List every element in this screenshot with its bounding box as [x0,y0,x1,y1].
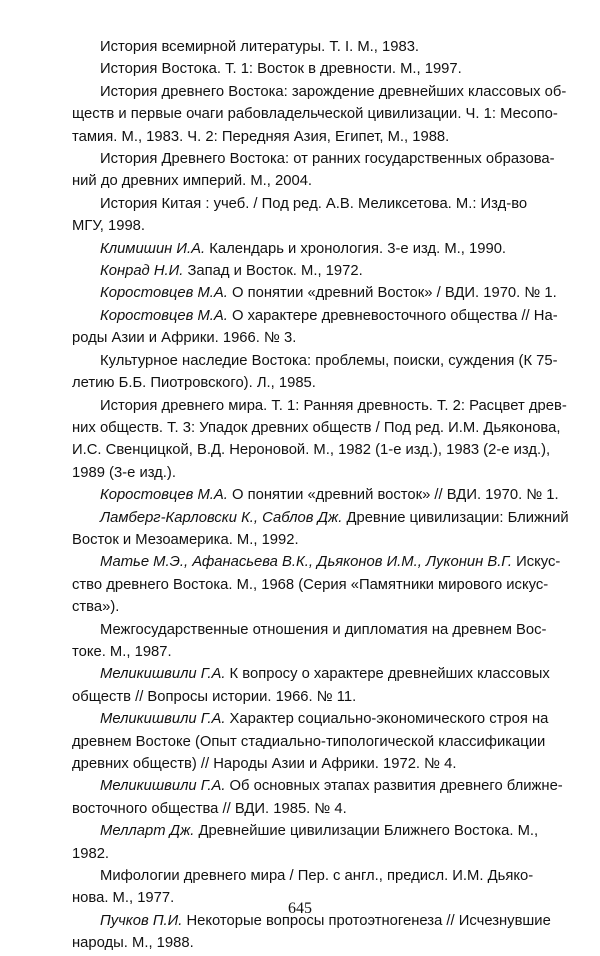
entry-author: Ламберг-Карловски К., Саблов Дж. [100,509,343,526]
entry-line [72,260,568,282]
bibliography-entry [72,81,568,148]
entry-line [72,641,568,663]
entry-line [72,305,568,327]
entry-line [72,619,568,641]
bibliography-entry [72,58,568,80]
entry-line [72,551,568,573]
entry-author: Меликишвили Г.А. [100,711,226,728]
entry-text: восточного общества // ВДИ. 1985. № 4. [72,800,347,817]
entry-line [72,529,568,551]
bibliography-entry [72,305,568,350]
entry-text: И.С. Свенцицкой, В.Д. Нероновой. М., 1982 (1-е изд.), 1983 (2-е изд.), [72,442,551,459]
entry-author: Меликишвили Г.А. [100,778,226,795]
entry-text: Восток и Мезоамерика. М., 1992. [72,531,299,548]
entry-line [72,36,568,58]
entry-text: ний до древних империй. М., 2004. [72,173,313,190]
bibliography-entry [72,238,568,260]
entry-line [72,238,568,260]
entry-line [72,775,568,797]
entry-line [72,663,568,685]
bibliography-entry [72,36,568,58]
entry-text: ства»). [72,599,120,616]
entry-text: Древние цивилизации: Ближний [342,509,569,526]
entry-text: Запад и Восток. М., 1972. [183,263,363,280]
entry-text: Культурное наследие Востока: проблемы, поиски, суждения (К 75- [100,352,558,369]
entry-author: Коростовцев М.А. [100,285,228,302]
bibliography-entry [72,395,568,485]
entry-text: История древнего мира. Т. 1: Ранняя древность. Т. 2: Расцвет древ- [100,397,567,414]
entry-text: История Древнего Востока: от ранних государственных образова- [100,151,555,168]
entry-line [72,843,568,865]
entry-text: Мифологии древнего мира / Пер. с англ., предисл. И.М. Дьяко- [100,868,534,885]
entry-text: Межгосударственные отношения и дипломатия на древнем Вос- [100,621,547,638]
entry-line [72,395,568,417]
entry-line [72,81,568,103]
bibliography-entry [72,663,568,708]
entry-line [72,932,568,954]
entry-text: древнем Востоке (Опыт стадиально-типологической классификации [72,733,546,750]
entry-text: История Китая : учеб. / Под ред. А.В. Меликсетова. М.: Изд-во [100,195,528,212]
entry-text: токе. М., 1987. [72,643,172,660]
entry-text: История древнего Востока: зарождение древнейших классовых об- [100,83,567,100]
entry-text: 1982. [72,845,110,862]
entry-text: обществ // Вопросы истории. 1966. № 11. [72,688,357,705]
entry-author: Мелларт Дж. [100,823,195,840]
entry-line [72,148,568,170]
entry-text: летию Б.Б. Пиотровского). Л., 1985. [72,375,316,392]
bibliography-entry [72,350,568,395]
entry-line [72,170,568,192]
entry-line [72,507,568,529]
entry-text: Характер социально-экономического строя на [225,711,549,728]
bibliography-entry [72,775,568,820]
entry-text: Древнейшие цивилизации Ближнего Востока. М., [194,823,539,840]
bibliography-entry [72,193,568,238]
entry-line [72,58,568,80]
bibliography-entry [72,282,568,304]
entry-line [72,126,568,148]
entry-line [72,103,568,125]
entry-line [72,731,568,753]
bibliography-list [72,36,568,955]
entry-line [72,215,568,237]
entry-line [72,865,568,887]
entry-line [72,686,568,708]
entry-text: Искус- [511,554,561,571]
entry-author: Коростовцев М.А. [100,307,228,324]
bibliography-entry [72,708,568,775]
entry-text: История всемирной литературы. Т. I. М., 1983. [100,39,420,55]
entry-line [72,753,568,775]
entry-line [72,708,568,730]
entry-text: К вопросу о характере древнейших классовых [225,666,550,683]
entry-line [72,282,568,304]
entry-author: Меликишвили Г.А. [100,666,226,683]
entry-line [72,193,568,215]
entry-text: ществ и первые очаги рабовладельческой цивилизации. Ч. 1: Месопо- [72,106,558,123]
entry-line [72,417,568,439]
bibliography-entry [72,551,568,618]
bibliography-entry [72,484,568,506]
entry-line [72,596,568,618]
entry-line [72,439,568,461]
entry-text: МГУ, 1998. [72,218,146,235]
entry-line [72,327,568,349]
entry-author: Пучков П.И. [100,912,183,929]
entry-text: История Востока. Т. 1: Восток в древности. М., 1997. [100,61,462,78]
entry-line [72,350,568,372]
page-number: 645 [288,900,312,917]
bibliography-entry [72,148,568,193]
bibliography-entry [72,619,568,664]
entry-line [72,484,568,506]
entry-text: 1989 (3-е изд.). [72,464,176,481]
entry-line [72,462,568,484]
entry-text: роды Азии и Африки. 1966. № 3. [72,330,297,347]
entry-author: Коростовцев М.А. [100,487,228,504]
entry-line [72,820,568,842]
entry-text: О понятии «древний восток» // ВДИ. 1970. № 1. [227,487,559,504]
bibliography-entry [72,820,568,865]
entry-text: Об основных этапах развития древнего ближне- [225,778,563,795]
entry-text: тамия. М., 1983. Ч. 2: Передняя Азия, Египет, М., 1988. [72,128,450,145]
entry-line [72,372,568,394]
entry-text: нова. М., 1977. [72,890,175,907]
entry-text: О характере древневосточного общества // На- [227,307,558,324]
bibliography-entry [72,260,568,282]
entry-line [72,798,568,820]
bibliography-entry [72,507,568,552]
entry-text: них обществ. Т. 3: Упадок древних обществ / Под ред. И.М. Дьяконова, [72,419,561,436]
entry-text: О понятии «древний Восток» / ВДИ. 1970. № 1. [227,285,557,302]
entry-author: Матье М.Э., Афанасьева В.К., Дьяконов И.М., Луконин В.Г. [100,554,512,571]
entry-text: ство древнего Востока. М., 1968 (Серия «Памятники мирового искус- [72,576,549,593]
entry-text: древних обществ) // Народы Азии и Африки. 1972. № 4. [72,756,457,772]
entry-text: Некоторые вопросы протоэтногенеза // Исчезнувшие [182,912,551,929]
entry-author: Конрад Н.И. [100,263,184,280]
entry-author: Климишин И.А. [100,240,206,257]
entry-text: народы. М., 1988. [72,935,194,952]
entry-text: Календарь и хронология. 3-е изд. М., 1990. [205,240,507,257]
entry-line [72,574,568,596]
